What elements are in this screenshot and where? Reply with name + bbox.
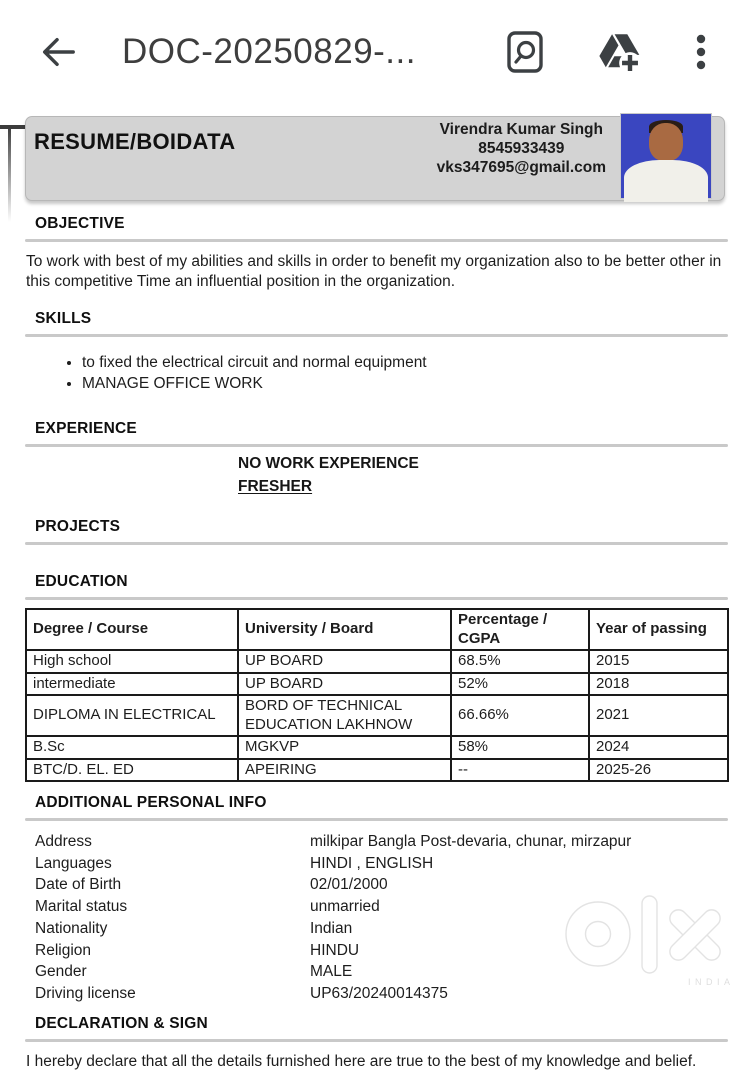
info-value: HINDI , ENGLISH: [310, 854, 434, 872]
education-cell: 68.5%: [451, 650, 589, 673]
education-cell: 2015: [589, 650, 728, 673]
info-label: Marital status: [35, 898, 128, 916]
info-label: Languages: [35, 854, 112, 872]
overflow-menu-icon: [694, 30, 708, 74]
skill-item: • MANAGE OFFICE WORK: [82, 374, 738, 395]
add-to-drive-button[interactable]: [596, 30, 642, 74]
education-cell: 58%: [451, 736, 589, 759]
education-table: [25, 608, 729, 782]
contact-name: Virendra Kumar Singh: [439, 121, 603, 138]
education-row: [26, 695, 728, 736]
info-value: UP63/20240014375: [310, 984, 448, 1002]
education-cell: MGKVP: [238, 736, 451, 759]
education-col-header: Year of passing: [589, 609, 728, 650]
projects-heading: PROJECTS: [35, 518, 121, 535]
experience-heading: EXPERIENCE: [35, 420, 137, 437]
info-value: Indian: [310, 919, 353, 937]
experience-line2: FRESHER: [238, 478, 313, 495]
experience-line1: NO WORK EXPERIENCE: [238, 455, 419, 472]
info-value: unmarried: [310, 898, 380, 916]
education-cell: UP BOARD: [238, 673, 451, 696]
find-in-document-button[interactable]: [506, 30, 544, 74]
info-value: milkipar Bangla Post-devaria, chunar, mirzapur: [310, 833, 632, 850]
section-divider: [25, 334, 728, 337]
education-row: [26, 759, 728, 782]
olx-watermark-subtext: INDIA: [688, 977, 735, 987]
document-page[interactable]: [0, 116, 738, 1070]
education-cell: BORD OF TECHNICAL EDUCATION LAKHNOW: [238, 695, 451, 736]
personal-info-list: [0, 831, 738, 1005]
education-header-row: [26, 609, 728, 650]
declaration-text: I hereby declare that all the details furnished here are true to the best of my knowledge and belief.: [26, 1052, 697, 1070]
education-cell: DIPLOMA IN ELECTRICAL: [26, 695, 238, 736]
education-cell: BTC/D. EL. ED: [26, 759, 238, 782]
personal-info-heading: ADDITIONAL PERSONAL INFO: [35, 794, 267, 811]
education-cell: intermediate: [26, 673, 238, 696]
info-label: Nationality: [35, 919, 108, 937]
app-bar-actions: [506, 30, 708, 74]
resume-title: RESUME/BOIDATA: [34, 129, 236, 154]
section-divider: [25, 597, 728, 600]
contact-email: vks347695@gmail.com: [436, 159, 606, 176]
info-row: [0, 853, 738, 875]
info-row: [0, 874, 738, 896]
education-cell: B.Sc: [26, 736, 238, 759]
back-button[interactable]: [36, 30, 80, 74]
experience-block: [238, 455, 738, 496]
education-col-header: Degree / Course: [26, 609, 238, 650]
portrait-photo: [620, 113, 712, 199]
photo-head-shape: [649, 123, 683, 161]
overflow-menu-button[interactable]: [694, 30, 708, 74]
education-cell: High school: [26, 650, 238, 673]
objective-heading: OBJECTIVE: [35, 215, 125, 232]
education-row: [26, 650, 728, 673]
photo-shirt-shape: [624, 160, 708, 202]
section-divider: [25, 239, 728, 242]
skill-item: • to fixed the electrical circuit and normal equipment: [82, 353, 738, 374]
info-value: HINDU: [310, 941, 360, 959]
skills-heading: SKILLS: [35, 310, 92, 327]
info-label: Religion: [35, 941, 92, 959]
resume-header-banner: [25, 116, 725, 201]
app-bar: [0, 0, 738, 103]
objective-text: To work with best of my abilities and skills in order to benefit my organization also to be better other in this competitive Time an influential position in the organization.: [26, 253, 722, 290]
declaration-heading: DECLARATION & SIGN: [35, 1014, 208, 1032]
back-arrow-icon: [39, 33, 77, 71]
info-label: Driving license: [35, 984, 136, 1002]
education-heading: EDUCATION: [35, 573, 128, 590]
education-cell: UP BOARD: [238, 650, 451, 673]
education-cell: 2018: [589, 673, 728, 696]
find-in-document-icon: [506, 30, 544, 74]
section-divider: [25, 818, 728, 821]
education-cell: 52%: [451, 673, 589, 696]
education-col-header: Percentage / CGPA: [451, 609, 589, 650]
page-edge-shadow-left: [8, 126, 11, 222]
info-row: [0, 831, 738, 853]
info-label: Date of Birth: [35, 876, 122, 894]
info-row: [0, 940, 738, 962]
education-cell: APEIRING: [238, 759, 451, 782]
education-cell: --: [451, 759, 589, 782]
info-row: [0, 983, 738, 1005]
education-cell: 2025-26: [589, 759, 728, 782]
add-to-drive-icon: [596, 30, 642, 74]
info-value: 02/01/2000: [310, 876, 388, 894]
contact-block: [437, 120, 606, 177]
contact-phone: 8545933439: [478, 140, 565, 157]
education-cell: 66.66%: [451, 695, 589, 736]
education-cell: 2024: [589, 736, 728, 759]
skills-list: [0, 353, 738, 394]
section-divider: [25, 542, 728, 545]
education-row: [26, 673, 728, 696]
info-row: [0, 961, 738, 983]
education-row: [26, 736, 728, 759]
info-row: [0, 918, 738, 940]
section-divider: [25, 1039, 728, 1042]
info-label: Address: [35, 833, 92, 850]
education-cell: 2021: [589, 695, 728, 736]
info-label: Gender: [35, 963, 87, 981]
section-divider: [25, 444, 728, 447]
info-value: MALE: [310, 963, 353, 981]
education-col-header: University / Board: [238, 609, 451, 650]
info-row: [0, 896, 738, 918]
document-title: DOC-20250829-...: [122, 31, 416, 71]
